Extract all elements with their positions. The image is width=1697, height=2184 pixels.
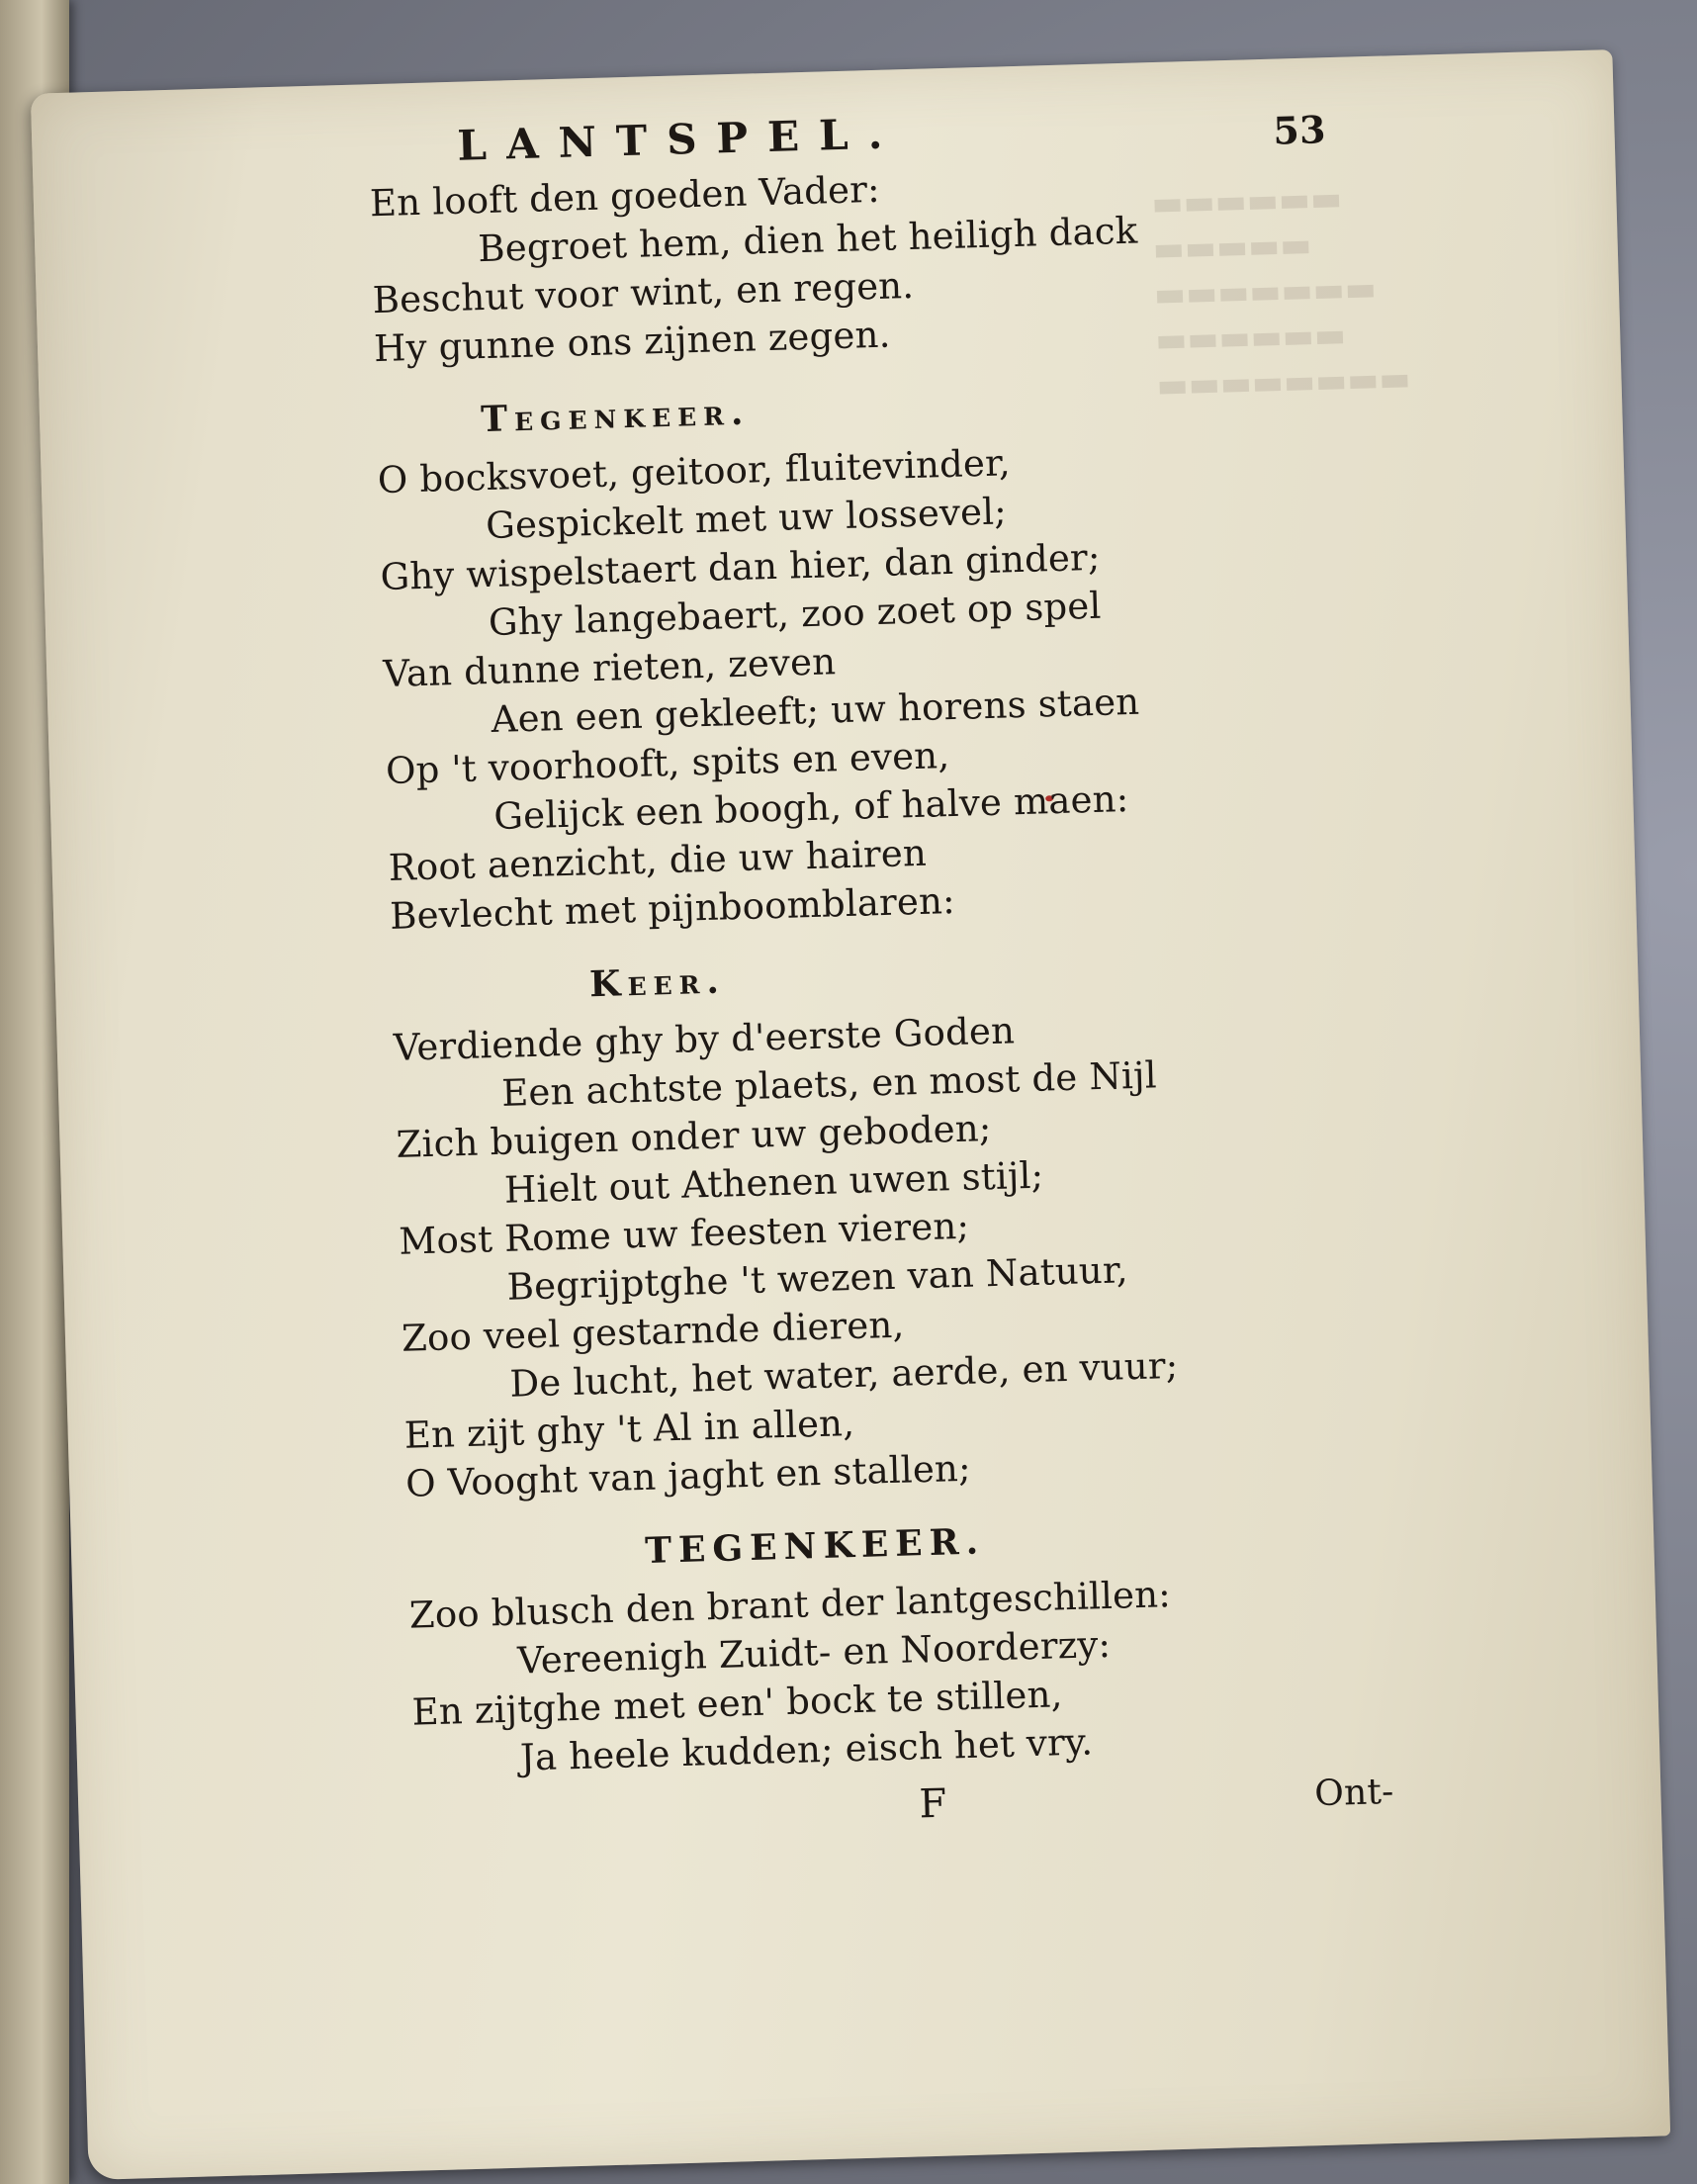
verse-line: En zijtghe met een' bock te stillen,: [411, 1673, 1064, 1734]
stanza-heading: Tegenkeer.: [480, 391, 751, 441]
verse-line: Begroet hem, dien het heiligh dack: [477, 209, 1138, 271]
poem-body: [369, 148, 1521, 1785]
verse-line: Ja heele kudden; eisch het vry.: [519, 1720, 1094, 1779]
verse-line: Een achtste plaets, en most de Nijl: [500, 1053, 1158, 1115]
verse-line: De lucht, het water, aerde, en vuur;: [508, 1343, 1179, 1406]
verse-line: En looft den goeden Vader:: [369, 167, 881, 226]
verse-line: Gespickelt met uw lossevel;: [485, 490, 1008, 548]
verse-line: Op 't voorhooft, spits en even,: [385, 734, 950, 792]
verse-line: Ghy langebaert, zoo zoet op spel: [488, 584, 1103, 645]
running-title: LANTSPEL.: [456, 109, 903, 170]
verse-line: O bocksvoet, geitoor, fluitevinder,: [377, 441, 1012, 502]
verse-line: Zoo veel gestarnde dieren,: [401, 1303, 906, 1360]
page-text: [368, 93, 1523, 1855]
catchword: Ont-: [1313, 1771, 1395, 1815]
verse-line: Van dunne rieten, zeven: [382, 640, 837, 696]
verse-line: O Vooght van jaght en stallen;: [404, 1446, 972, 1505]
signature-mark: F: [918, 1780, 948, 1828]
verse-line: Gelijck een boogh, of halve maen:: [492, 777, 1129, 838]
verse-line: Verdiende ghy by d'eerste Goden: [393, 1009, 1016, 1069]
stanza-heading: TEGENKEER.: [644, 1520, 986, 1572]
verse-line: Zoo blusch den brant der lantgeschillen:: [408, 1573, 1172, 1637]
verse-line: Hielt out Athenen uwen stijl;: [503, 1153, 1044, 1212]
stanza-heading: Keer.: [588, 959, 727, 1006]
verse-line: Vereenigh Zuidt- en Noorderzy:: [516, 1622, 1112, 1683]
verse-line: Most Rome uw feesten vieren;: [398, 1204, 970, 1263]
page-number: 53: [1272, 107, 1327, 153]
verse-line: Hy gunne ons zijnen zegen.: [373, 313, 892, 371]
verse-line: En zijt ghy 't Al in allen,: [403, 1402, 855, 1457]
verse-line: Begrijptghe 't wezen van Natuur,: [506, 1248, 1129, 1309]
verse-line: Root aenzicht, die uw hairen: [388, 831, 928, 889]
verse-line: Aen een gekleeft; uw horens staen: [491, 680, 1140, 741]
verse-line: Ghy wispelstaert dan hier, dan ginder;: [380, 535, 1102, 599]
verse-line: Bevlecht met pijnboomblaren:: [389, 878, 956, 938]
verse-line: Zich buigen onder uw geboden;: [396, 1107, 993, 1166]
verse-line: Beschut voor wint, en regen.: [372, 263, 915, 322]
show-through-text: ▬▬▬▬▬▬ ▬▬▬▬▬ ▬▬▬▬▬▬▬ ▬▬▬▬▬▬ ▬▬▬▬▬▬▬▬: [1150, 178, 1412, 407]
book-page: [31, 49, 1670, 2180]
